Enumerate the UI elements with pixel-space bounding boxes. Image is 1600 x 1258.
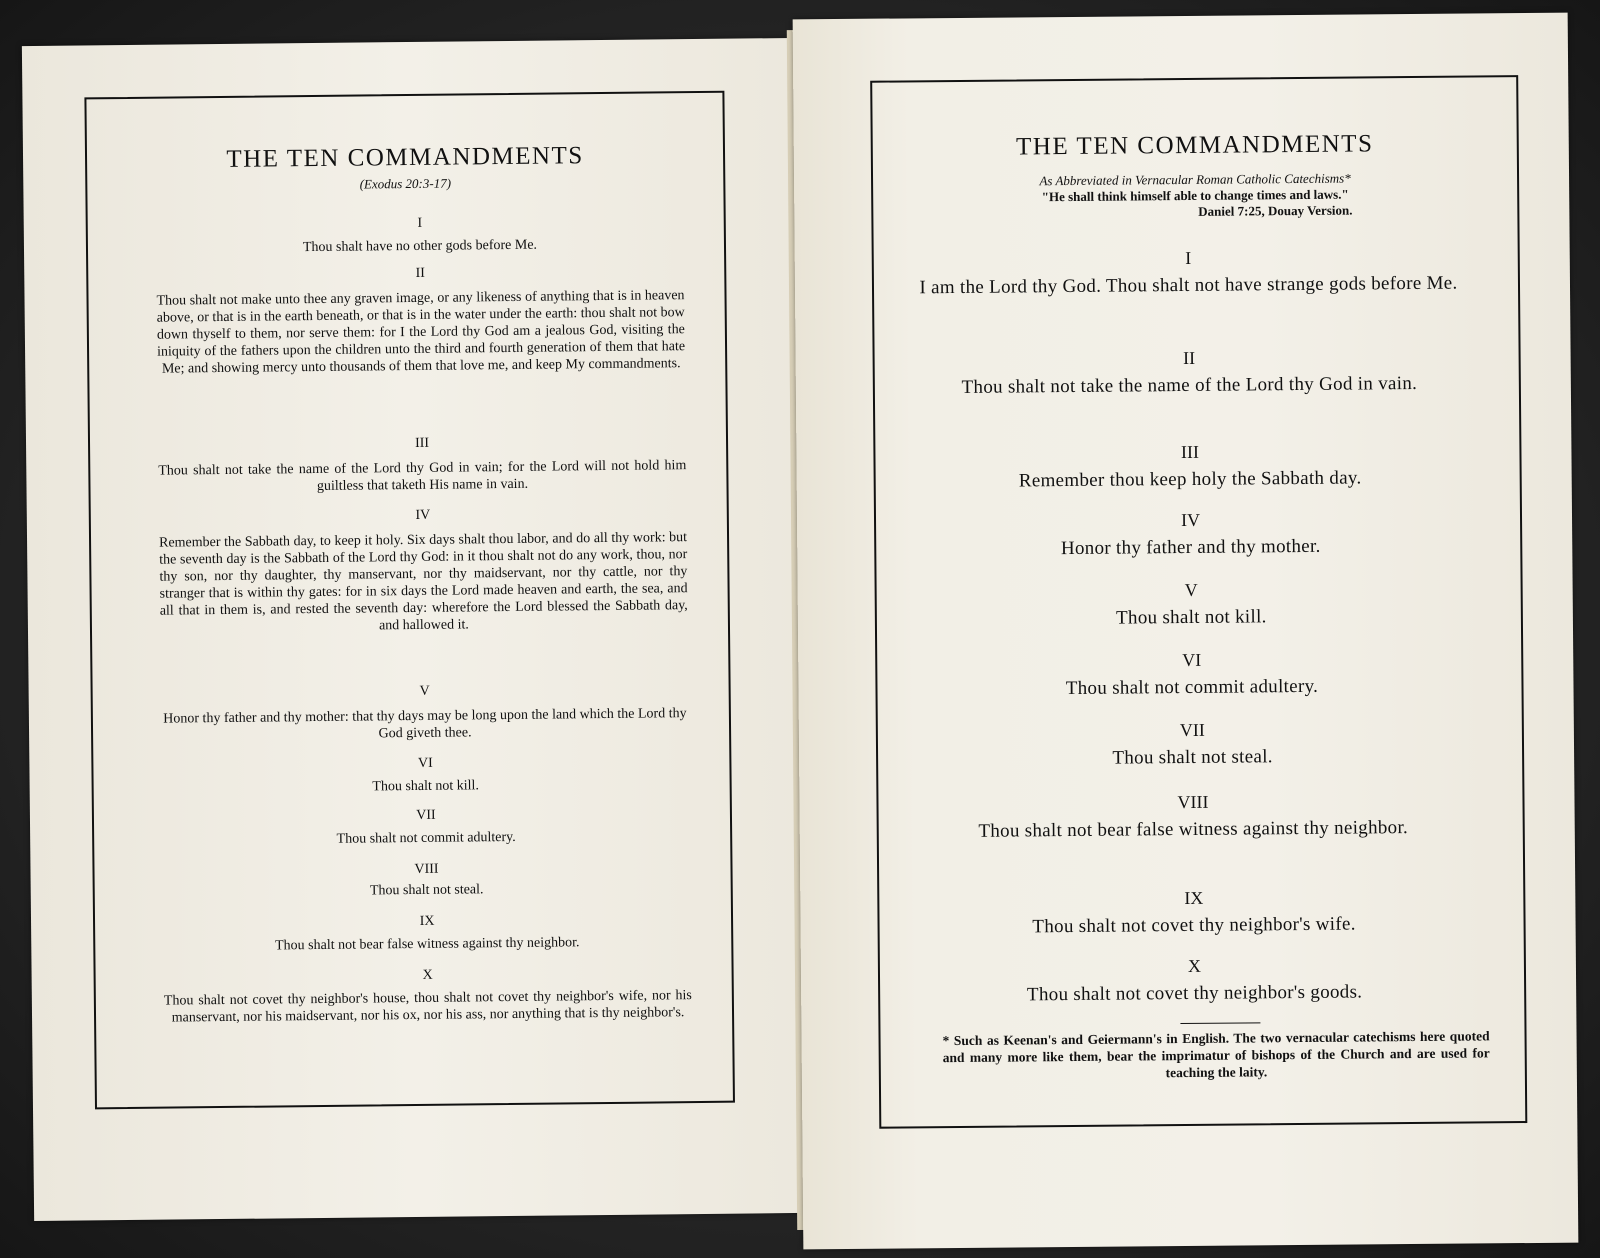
commandment-text: Honor thy father and thy mother. (1060, 535, 1321, 560)
left-page (22, 38, 804, 1221)
commandment-numeral: II (1183, 347, 1196, 369)
commandment-text: Thou shalt not kill. (372, 778, 480, 795)
right-commandment-6 (922, 648, 1461, 705)
commandment-text: Honor thy father and thy mother: that thy days may be long upon the land which the Lord thy God giveth thee. (163, 706, 687, 742)
left-commandment-8 (162, 859, 690, 902)
commandment-text: Thou shalt not covet thy neighbor's wife. (1032, 913, 1356, 938)
commandment-numeral: V (1184, 579, 1198, 601)
left-page-frame (84, 91, 735, 1110)
commandment-text: I am the Lord thy God. Thou shalt not have strange gods before Me. (919, 272, 1458, 299)
commandment-numeral: III (414, 435, 430, 451)
commandment-numeral: II (415, 265, 426, 281)
commandment-text: Thou shalt not commit adultery. (336, 829, 516, 847)
left-commandment-7 (162, 805, 690, 850)
right-commandment-4 (921, 508, 1460, 565)
right-commandment-3 (920, 440, 1459, 497)
epigraph-citation: Daniel 7:25, Douay Version. (1198, 202, 1353, 219)
commandment-numeral: I (417, 215, 423, 231)
right-page-title: THE TEN COMMANDMENTS (1015, 130, 1374, 161)
right-commandment-2 (920, 346, 1459, 403)
left-commandment-5 (161, 681, 690, 745)
right-commandment-5 (922, 578, 1461, 635)
footnote-rule (1180, 1022, 1260, 1024)
commandment-numeral: VII (416, 807, 436, 823)
commandment-numeral: VI (417, 755, 433, 771)
commandment-text: Thou shalt not commit adultery. (1065, 675, 1319, 700)
left-commandment-1 (156, 213, 684, 258)
commandment-text: Thou shalt not take the name of the Lord thy God in vain; for the Lord will not hold him guiltless that taketh His name in vain. (158, 458, 687, 494)
commandment-text: Thou shalt not make unto thee any graven image, or any likeness of anything that is in heaven above, or that is in the earth beneath, or that is in the water under the earth: thou shalt not bow down thyself to them, nor serve them: for I the Lord thy God am a jealous God, visiting the iniquity of the fathers upon the children unto the third and fourth generation of them that hate Me; and showing mercy unto thousands of them that love me, and keep My commandments. (156, 288, 686, 377)
commandment-text: Remember thou keep holy the Sabbath day. (1018, 467, 1362, 492)
commandment-numeral: VII (1179, 719, 1205, 741)
commandment-text: Thou shalt have no other gods before Me. (302, 237, 538, 256)
left-commandment-10 (164, 965, 693, 1027)
commandment-numeral: IV (1180, 509, 1201, 531)
left-commandment-4 (159, 505, 688, 637)
right-page-subtitle: As Abbreviated in Vernacular Roman Catholic Catechisms* (1039, 170, 1351, 189)
right-commandment-1 (919, 246, 1458, 303)
commandment-numeral: X (1187, 955, 1202, 976)
left-commandment-6 (161, 753, 689, 798)
epigraph (873, 185, 1517, 223)
right-commandment-7 (923, 718, 1462, 775)
left-page-title: THE TEN COMMANDMENTS (226, 142, 584, 173)
left-page-subtitle: (Exodus 20:3-17) (359, 175, 452, 192)
commandment-numeral: IV (415, 507, 431, 523)
commandment-text: Thou shalt not bear false witness against thy neighbor. (274, 935, 580, 954)
commandment-numeral: VI (1182, 649, 1202, 671)
commandment-text: Thou shalt not steal. (1112, 746, 1273, 769)
commandment-text: Thou shalt not covet thy neighbor's house, thou shalt not covet thy neighbor's wife, nor his manservant, nor his maidservant, nor his ox, nor his ass, nor anything that is thy neighbor's. (163, 988, 692, 1026)
right-commandment-9 (924, 886, 1463, 943)
commandment-numeral: III (1180, 441, 1200, 463)
commandment-text: Thou shalt not bear false witness against thy neighbor. (978, 817, 1409, 842)
right-page (793, 13, 1579, 1250)
right-commandment-8 (923, 790, 1462, 847)
commandment-numeral: V (419, 683, 430, 699)
commandment-numeral: IX (419, 913, 435, 929)
commandment-numeral: IX (1184, 887, 1204, 909)
commandment-text: Thou shalt not take the name of the Lord thy God in vain. (961, 372, 1418, 398)
commandment-text: Remember the Sabbath day, to keep it holy. Six days shalt thou labor, and do all thy work: but the seventh day is the Sabbath of the Lord thy God: in it thou shalt not do any work, thou, nor thy son, nor thy daughter, thy manservant, nor thy maidservant, nor thy cattle, nor thy stranger that is within thy gates: for in six days the Lord made heaven and earth, the sea, and all that in them is, and rested the seventh day: wherefore the Lord blessed the Sabbath day, and hallowed it. (159, 530, 688, 634)
commandment-text: Thou shalt not kill. (1115, 606, 1267, 629)
commandment-numeral: VIII (414, 861, 439, 877)
right-page-frame (870, 75, 1527, 1129)
left-commandment-3 (158, 433, 687, 497)
epigraph-quote: "He shall think himself able to change times and laws." (1041, 186, 1349, 205)
left-commandment-9 (163, 911, 691, 956)
left-commandment-2 (156, 263, 685, 378)
commandment-text: Thou shalt not covet thy neighbor's goods. (1026, 981, 1363, 1006)
commandment-text: Thou shalt not steal. (369, 882, 484, 899)
right-commandment-10 (925, 954, 1464, 1011)
footnote: * Such as Keenan's and Geiermann's in English. The two vernacular catechisms here quoted and many more like them, bear the imprimatur of bishops of the Church and are used for teaching the laity. (942, 1028, 1490, 1081)
commandment-numeral: X (422, 967, 433, 983)
commandment-numeral: I (1185, 247, 1192, 268)
commandment-numeral: VIII (1177, 791, 1209, 813)
